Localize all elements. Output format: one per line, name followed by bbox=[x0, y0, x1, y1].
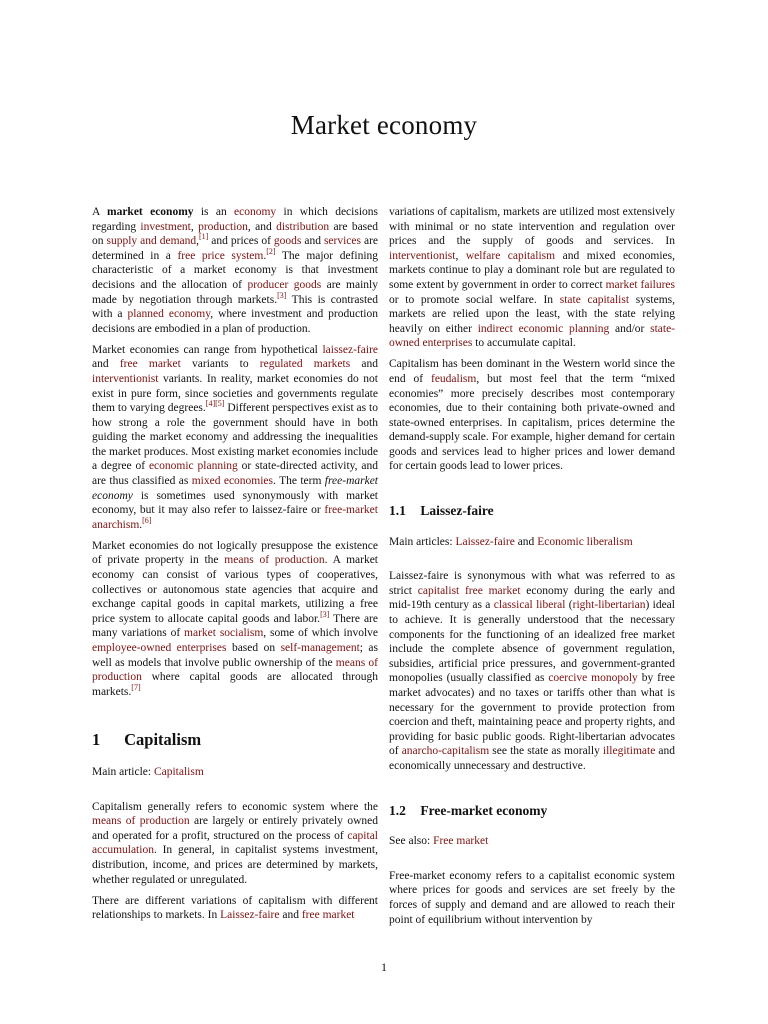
inline-link[interactable]: state-owned enterprises bbox=[389, 322, 675, 350]
text-run: and economically unnecessary and destructive. bbox=[389, 745, 675, 772]
text-run: A bbox=[92, 206, 107, 218]
capitalism-variations-paragraph bbox=[92, 894, 378, 923]
inline-link[interactable]: Laissez-faire bbox=[220, 909, 280, 922]
subsection-number: 1.1 bbox=[389, 503, 406, 519]
text-run: This is contrasted with a bbox=[92, 293, 379, 321]
inline-link[interactable]: capital accumulation bbox=[92, 829, 378, 857]
bold-term: market economy bbox=[107, 206, 194, 218]
text-run: variants to bbox=[180, 358, 260, 371]
capitalism-variations-continued bbox=[389, 205, 675, 351]
inline-link[interactable]: self-management bbox=[280, 642, 360, 654]
text-run: and prices of bbox=[208, 235, 274, 248]
and-text: and bbox=[517, 535, 535, 548]
text-run: , where investment and production decisions are embodied in a plan of production. bbox=[92, 308, 378, 335]
text-run: systems, markets are relied upon the least, with the state relying heavily on either bbox=[389, 293, 675, 335]
text-run: and bbox=[279, 909, 302, 922]
inline-link[interactable]: illegitimate bbox=[602, 745, 656, 758]
text-run: , but most feel that the term “mixed economies” more precisely describes most contemporary economies, due to their containing both private-owned and state-owned enterprises. In capitalism, prices determine the demand-supply scale. For example, higher demand for certain goods and services lead to higher prices and lower demand for certain goods lead to lower prices. bbox=[389, 372, 675, 473]
subsection-heading-free-market-economy bbox=[389, 804, 675, 819]
citation-link[interactable]: [6] bbox=[142, 516, 152, 526]
inline-link[interactable]: goods bbox=[273, 235, 302, 248]
text-run: Free-market economy refers to a capitalist economic system where prices for goods and services are set freely by the forces of supply and demand and are allowed to reach their point of equilibrium without intervention by bbox=[389, 869, 675, 926]
inline-link[interactable]: interventionist bbox=[389, 249, 456, 262]
inline-link[interactable]: coercive monopoly bbox=[548, 672, 638, 685]
see-also-label: See also: bbox=[389, 835, 431, 848]
text-run: based on bbox=[226, 642, 281, 654]
citation-link[interactable]: [2] bbox=[266, 246, 276, 256]
citation-link[interactable]: [1] bbox=[199, 232, 209, 242]
main-article-label: Main article: bbox=[92, 765, 152, 778]
see-also-note bbox=[389, 834, 675, 849]
inline-link[interactable]: indirect economic planning bbox=[477, 322, 610, 335]
page-title: Market economy bbox=[290, 110, 478, 140]
intro-paragraph bbox=[92, 205, 378, 336]
text-run: and bbox=[301, 235, 324, 248]
citation-link[interactable]: [4][5] bbox=[205, 399, 225, 409]
inline-link[interactable]: services bbox=[323, 235, 361, 248]
text-run: , bbox=[196, 235, 199, 248]
text-run: see the state as morally bbox=[489, 745, 603, 758]
inline-link[interactable]: interventionist bbox=[92, 372, 159, 385]
text-run: ( bbox=[565, 599, 573, 612]
inline-link[interactable]: market failures bbox=[605, 278, 675, 291]
inline-link[interactable]: free market bbox=[119, 358, 181, 371]
inline-link[interactable]: free-market anarchism bbox=[92, 504, 378, 531]
text-run: Different perspectives exist as to how strong a role the government should have in both guiding the market economy and addressing the inequalities the market produces. Most existing market economies include a degree of bbox=[92, 402, 378, 473]
text-run: , some of which involve bbox=[263, 627, 379, 640]
laissez-faire-paragraph bbox=[389, 569, 675, 773]
main-article-link-capitalism[interactable]: Capitalism bbox=[153, 765, 204, 778]
subsection-title: Laissez-faire bbox=[420, 503, 494, 519]
text-run: There are different variations of capitalism with different relationships to markets. In bbox=[92, 894, 378, 922]
text-run: There are many variations of bbox=[92, 612, 378, 640]
main-article-note bbox=[92, 765, 378, 780]
text-run: Market economies can range from hypothetical bbox=[92, 343, 323, 356]
text-run: are largely or entirely privately owned and operated for a profit, structured on the process of bbox=[92, 815, 378, 842]
text-run: Laissez-faire is synonymous with what was referred to as strict bbox=[389, 570, 675, 597]
inline-link[interactable]: planned economy bbox=[127, 308, 211, 321]
inline-link[interactable]: means of production bbox=[92, 815, 190, 828]
text-run: Market economies do not logically presuppose the existence of private property in the bbox=[92, 539, 378, 567]
inline-link[interactable]: free market bbox=[301, 909, 355, 922]
main-articles-note bbox=[389, 535, 675, 550]
inline-link[interactable]: state capitalist bbox=[559, 293, 630, 306]
text-run: variations of capitalism, markets are utilized most extensively with minimal or no state intervention and regulation over prices and the supply of goods and services. In bbox=[389, 206, 675, 248]
inline-link[interactable]: market socialism bbox=[184, 627, 264, 640]
citation-link[interactable]: [3] bbox=[320, 609, 330, 619]
inline-link[interactable]: production bbox=[198, 220, 248, 233]
text-run: ) ideal to achieve. It is generally understood that the necessary components for the functioning of an idealized free market include the complete absence of government regulation, subsidies, artificial price pressures, and government-granted monopolies (usually classified as bbox=[389, 599, 675, 685]
section-title: Capitalism bbox=[124, 730, 202, 750]
text-run: where capital goods are allocated through markets. bbox=[92, 671, 378, 698]
inline-link[interactable]: capitalist free market bbox=[417, 584, 521, 597]
property-paragraph bbox=[92, 539, 378, 700]
text-run: in which decisions regarding bbox=[92, 206, 379, 233]
inline-link[interactable]: means of production bbox=[92, 656, 378, 684]
text-run: and mixed economies, markets continue to play a dominant role but are regulated to some extent by government in order to correct bbox=[389, 249, 675, 291]
text-run: is sometimes used synonymously with market economy, but it may also refer to laissez-faire or bbox=[92, 489, 378, 517]
text-run: and bbox=[92, 358, 120, 371]
main-articles-label: Main articles: bbox=[389, 535, 453, 548]
see-also-link-free-market[interactable]: Free market bbox=[433, 835, 489, 848]
text-run: , bbox=[455, 249, 466, 262]
inline-link[interactable]: mixed economies bbox=[191, 475, 274, 488]
left-column bbox=[92, 205, 378, 929]
main-article-link-laissez-faire[interactable]: Laissez-faire bbox=[455, 535, 515, 548]
free-market-economy-paragraph bbox=[389, 869, 675, 927]
text-run: Capitalism has been dominant in the Western world since the end of bbox=[389, 358, 675, 385]
text-run: are determined in a bbox=[92, 235, 378, 262]
capitalism-definition-paragraph bbox=[92, 800, 378, 888]
inline-link[interactable]: investment bbox=[140, 220, 191, 233]
text-run: or state-directed activity, and are thus classified as bbox=[92, 460, 379, 488]
inline-link[interactable]: free price system bbox=[177, 249, 264, 262]
text-run: Capitalism generally refers to economic system where the bbox=[92, 800, 378, 813]
text-run: . bbox=[139, 518, 143, 531]
varieties-paragraph bbox=[92, 343, 378, 533]
inline-link[interactable]: economic planning bbox=[148, 460, 238, 473]
capitalism-dominance-paragraph bbox=[389, 357, 675, 474]
inline-link[interactable]: distribution bbox=[276, 220, 330, 233]
section-heading-capitalism bbox=[92, 730, 378, 750]
text-run: The major defining characteristic of a market economy is that investment decisions and the allocation of bbox=[92, 249, 379, 291]
section-number: 1 bbox=[92, 730, 101, 750]
subsection-title: Free-market economy bbox=[420, 802, 548, 818]
inline-link[interactable]: regulated markets bbox=[259, 358, 351, 371]
subsection-heading-laissez-faire bbox=[389, 504, 675, 519]
text-run: or to promote social welfare. In bbox=[389, 293, 560, 306]
text-run: . The term bbox=[273, 475, 325, 488]
main-article-link-economic-liberalism[interactable]: Economic liberalism bbox=[537, 535, 633, 548]
inline-link[interactable]: classical liberal bbox=[493, 599, 566, 612]
text-run: are based on bbox=[92, 220, 378, 248]
text-run: , and bbox=[247, 220, 277, 233]
text-run: . A market economy can consist of various types of cooperatives, collectives or autonomous state agencies that acquire and exchange capital goods in capital markets, utilizing a free price system to allocate capital goods and labor. bbox=[92, 554, 378, 625]
text-run: by free market advocates) and no taxes or tariffs other than what is necessary for the government to provide protection from coercion and theft, maintaining peace and property rights, and providing for basic public goods. Right-libertarian advocates of bbox=[389, 672, 675, 758]
inline-link[interactable]: feudalism bbox=[430, 372, 477, 385]
citation-link[interactable]: [7] bbox=[131, 682, 141, 692]
text-run: , bbox=[190, 220, 199, 233]
text-run: and bbox=[350, 358, 379, 371]
right-column bbox=[389, 205, 675, 934]
inline-link[interactable]: right-libertarian bbox=[572, 599, 646, 612]
subsection-number: 1.2 bbox=[389, 802, 406, 818]
text-run: . In general, in capitalist systems investment, distribution, income, and prices are determined by markets, whether regulated or unregulated. bbox=[92, 844, 378, 886]
inline-link[interactable]: laissez-faire bbox=[322, 343, 378, 356]
italic-term: free-market economy bbox=[92, 475, 378, 502]
text-run: variants. In reality, market economies do not exist in pure form, since societies and governments regulate them to varying degrees. bbox=[92, 372, 378, 415]
text-run: ; as well as models that involve public ownership of the bbox=[92, 642, 379, 669]
text-run: is an bbox=[193, 206, 235, 218]
inline-link[interactable]: supply and demand bbox=[106, 235, 197, 248]
text-run: economy during the early and mid-19th century as a bbox=[389, 584, 675, 612]
text-run: to accumulate capital. bbox=[472, 337, 576, 350]
citation-link[interactable]: [3] bbox=[277, 290, 287, 300]
page-number: 1 bbox=[381, 960, 387, 974]
inline-link[interactable]: employee-owned enterprises bbox=[92, 642, 227, 654]
inline-link[interactable]: welfare capitalism bbox=[465, 249, 556, 262]
text-run: . bbox=[263, 249, 267, 262]
inline-link[interactable]: producer goods bbox=[247, 278, 322, 291]
text-run: are mainly made by negotiation through markets. bbox=[92, 278, 379, 306]
inline-link[interactable]: economy bbox=[234, 206, 277, 218]
inline-link[interactable]: anarcho-capitalism bbox=[401, 745, 490, 758]
inline-link[interactable]: means of production bbox=[224, 554, 325, 567]
text-run: and/or bbox=[609, 322, 651, 335]
